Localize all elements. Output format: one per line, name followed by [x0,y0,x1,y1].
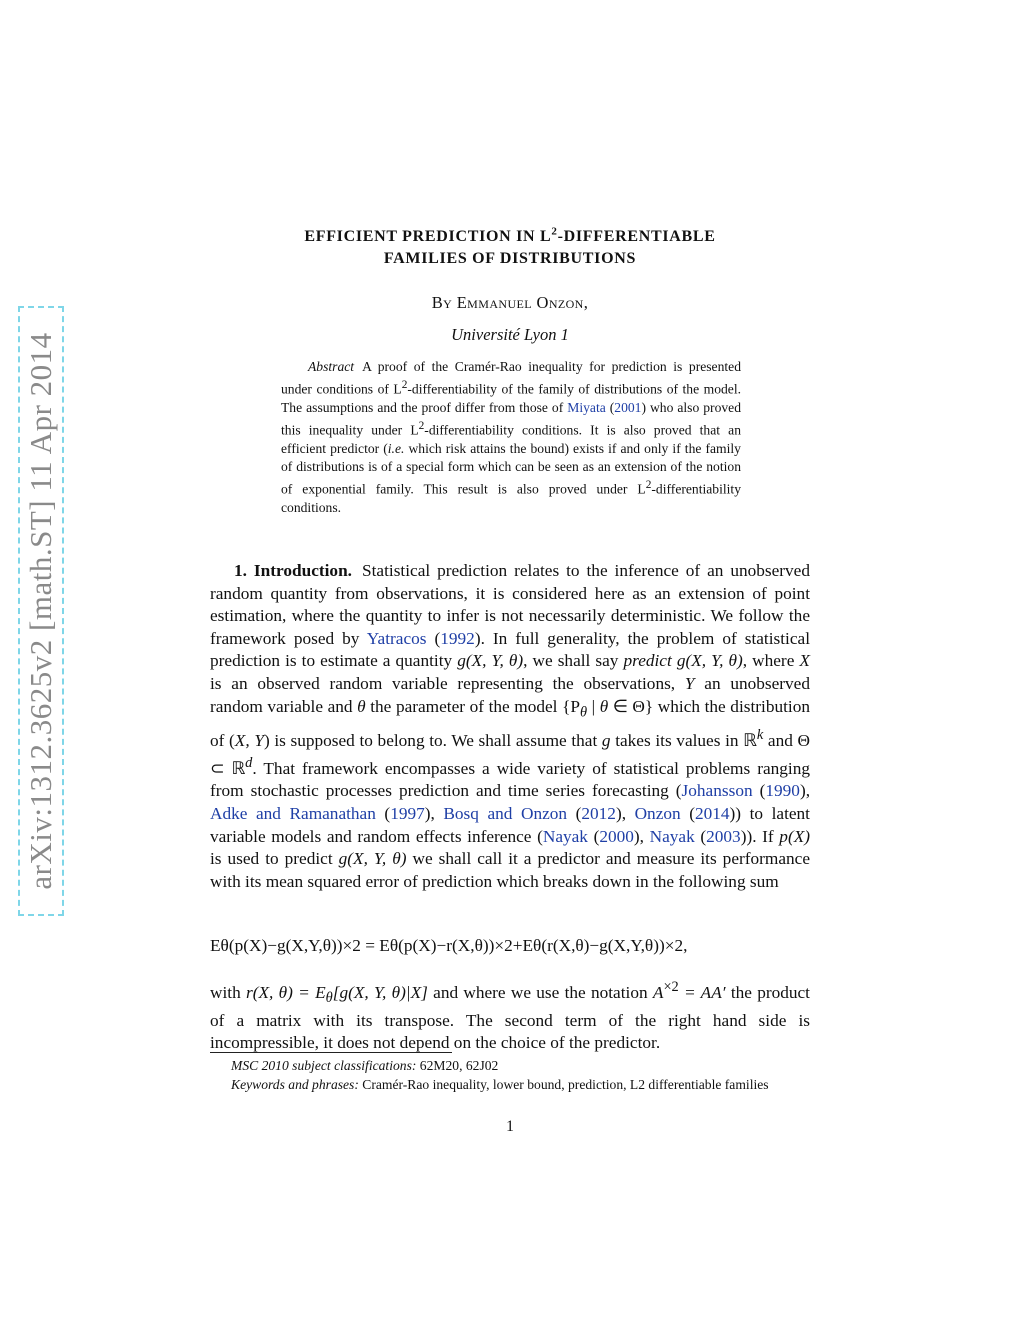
math: θ [357,696,366,716]
abstract [281,358,741,517]
body-text: Statistical prediction relates to the inference of an unobserved random quantity from observations, it is considered here as an extension of point estimation, where the quantity to infer is not necessarily deterministic. We follow the framework posed by [210,561,810,648]
citation-link[interactable]: 1990 [765,781,800,801]
math: A [652,982,664,1002]
body-text: ), [615,803,635,823]
title-line2: FAMILIES OF DISTRIBUTIONS [383,250,637,267]
keywords-footnote [210,1076,810,1095]
body-text: and where we use the notation [427,982,653,1002]
body-text: , we shall say [523,651,624,671]
body-text: )). If [740,826,780,846]
abstract-sup: 2 [645,479,652,492]
footnote-rule [210,1052,452,1053]
keywords-value: Cramér-Rao inequality, lower bound, prediction, L2 differentiable families [358,1076,769,1092]
math: g(X, Y, θ) [676,651,743,671]
abstract-label: Abstract [308,359,355,374]
math: g [601,730,611,750]
body-text: an unobserved random variable and [210,673,810,716]
body-text: is used to predict [210,849,339,869]
math: Y [684,673,695,693]
math: r(X, θ) = E [246,982,326,1002]
citation-link[interactable]: Bosq and Onzon [443,803,568,823]
body-text: with [210,982,246,1002]
abstract-text: -differentiability conditions. It is also proved that an efficient predictor ( [281,422,741,456]
citation-link[interactable]: 2014 [694,803,730,823]
math: θ [579,704,588,721]
body-text: ( [426,628,441,648]
msc-value: 62M20, 62J02 [416,1058,499,1073]
body-text: ( [752,781,766,801]
abstract-text: ( [605,399,615,415]
post-equation-paragraph [210,976,810,1055]
title-sup: 2 [551,225,558,238]
body-text: and Θ ⊂ ℝ [210,730,810,778]
page-number: 1 [506,1118,514,1135]
body-text: ∈ Θ} which the distribution of ( [210,696,811,750]
title-line1-a: EFFICIENT PREDICTION IN L [304,228,552,245]
body-text: ). In full generality, the problem of statistical prediction is to estimate a quantity [210,628,810,671]
body-text: the parameter of the model {P [365,696,580,716]
abstract-sup: 2 [401,379,408,392]
math: g(X, Y, θ) [338,849,407,869]
citation-link[interactable]: Nayak [649,826,695,846]
math: d [245,754,253,771]
abstract-text: -differentiability of the family of distributions of the model. The assumptions and the proof differ from those of [281,381,741,415]
emphasis: predict [623,651,672,671]
citation-link[interactable]: Johansson [681,781,753,801]
math: ×2 [663,979,679,995]
footnotes [210,1057,810,1094]
section-heading: 1. Introduction. [234,561,353,580]
intro-paragraph [210,560,810,893]
body-text: the product of a matrix with its transpose. The second term of the right hand side is incompressible, it does not depend on the choice of the predictor. [210,982,810,1053]
body-text: ), [799,781,811,801]
author: By Emmanuel Onzon, [431,293,589,312]
paper-title [210,226,810,270]
body-text: ( [680,803,695,823]
body-text: ), [633,826,650,846]
msc-footnote [210,1057,810,1076]
body-text: is an observed random variable representing the observations, [210,673,685,693]
math: = AA′ [678,982,726,1002]
citation-link[interactable]: 1992 [440,628,475,648]
body-text: ) is supposed to belong to. We shall assume that [263,730,602,750]
arxiv-stamp [18,306,64,916]
math: X [799,651,810,671]
body-text: . That framework encompasses a wide variety of statistical problems ranging from stochastic processes prediction and time series forecasting ( [210,758,810,801]
body-text: ), [424,803,444,823]
math: X, Y [234,730,264,750]
body-text: ( [567,803,582,823]
math: k [756,726,764,743]
affiliation: Université Lyon 1 [451,325,569,344]
abstract-ie: i.e. [387,440,405,456]
citation-link[interactable]: Onzon [634,803,681,823]
arxiv-identifier: arXiv:1312.3625v2 [math.ST] 11 Apr 2014 [23,332,58,890]
introduction-section [210,560,810,893]
body-text: , where [742,651,800,671]
abstract-text: which risk attains the bound) exists if and only if the family of distributions is of a special form which can be seen as an extension of the notion of exponential family. This result is also proved under L [281,440,741,497]
citation-link[interactable]: Nayak [542,826,588,846]
msc-label: MSC 2010 subject classifications: [231,1058,417,1073]
citation-link[interactable]: 2003 [706,826,741,846]
citation-link[interactable]: Yatracos [366,628,427,648]
citation-link[interactable]: 2001 [614,399,642,415]
citation-link[interactable]: 2000 [599,826,634,846]
citation-link[interactable]: Adke and Ramanathan [210,803,376,823]
citation-link[interactable]: Miyata [567,399,606,415]
body-text: ( [694,826,707,846]
abstract-text: ) who also proved this inequality under L [281,399,741,438]
keywords-label: Keywords and phrases: [231,1076,359,1092]
citation-link[interactable]: 1997 [390,803,425,823]
citation-link[interactable]: 2012 [581,803,616,823]
body-text: | [587,696,600,716]
abstract-text: -differentiability conditions. [281,481,741,516]
body-text: we shall call it a predictor and measure its performance with its mean squared error of prediction which breaks down in the following sum [210,849,810,891]
display-equation: Eθ(p(X)−g(X,Y,θ))×2 = Eθ(p(X)−r(X,θ))×2+Eθ(r(X,θ)−g(X,Y,θ))×2, [210,936,688,955]
body-text: ( [375,803,391,823]
math: [g(X, Y, θ)|X] [332,982,428,1002]
title-line1-b: -DIFFERENTIABLE [557,228,716,245]
body-text: )) to latent variable models and random effects inference ( [210,803,810,846]
abstract-sup: 2 [418,420,425,433]
body-text: ( [587,826,600,846]
math: θ [325,990,333,1007]
math: p(X) [779,826,811,846]
body-text: takes its values in ℝ [610,730,757,750]
math: g(X, Y, θ) [457,651,524,671]
math: θ [599,696,609,716]
abstract-text: A proof of the Cramér-Rao inequality for prediction is presented under conditions of L [281,359,741,397]
